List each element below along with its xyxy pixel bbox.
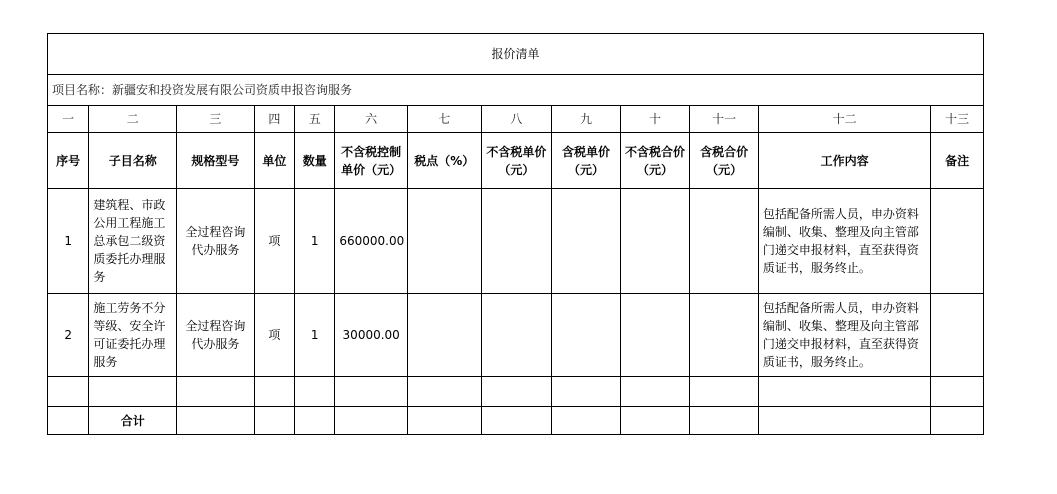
header-unit: 单位 <box>254 133 294 189</box>
cell-unit-price-inc <box>552 189 621 294</box>
blank-cell <box>335 377 408 407</box>
cell-cap-price: 660000.00 <box>335 189 408 294</box>
header-total-inc: 含税合价（元） <box>690 133 759 189</box>
cell-cap-price: 30000.00 <box>335 294 408 377</box>
header-row <box>48 133 984 189</box>
blank-cell <box>177 407 255 435</box>
cell-total-ex <box>620 189 690 294</box>
cell-spec: 全过程咨询代办服务 <box>177 189 255 294</box>
blank-cell <box>254 407 294 435</box>
column-number: 七 <box>407 106 481 133</box>
cell-name: 施工劳务不分等级、安全许可证委托办理服务 <box>89 294 177 377</box>
blank-cell <box>620 377 690 407</box>
column-number: 八 <box>481 106 552 133</box>
cell-total-inc <box>690 189 759 294</box>
blank-cell <box>481 377 552 407</box>
blank-cell <box>758 407 930 435</box>
blank-cell <box>931 377 984 407</box>
cell-remark <box>931 294 984 377</box>
blank-cell <box>931 407 984 435</box>
blank-cell <box>552 407 621 435</box>
column-number: 十一 <box>690 106 759 133</box>
blank-cell <box>690 377 759 407</box>
blank-cell <box>254 377 294 407</box>
blank-cell <box>295 407 335 435</box>
blank-cell <box>552 377 621 407</box>
cell-qty: 1 <box>295 294 335 377</box>
cell-unit-price-inc <box>552 294 621 377</box>
cell-remark <box>931 189 984 294</box>
blank-cell <box>89 377 177 407</box>
cell-unit-price-ex <box>481 294 552 377</box>
column-number: 三 <box>177 106 255 133</box>
header-unit-price-inc: 含税单价（元） <box>552 133 621 189</box>
header-tax-rate: 税点（%） <box>407 133 481 189</box>
header-unit-price-ex: 不含税单价（元） <box>481 133 552 189</box>
cell-total-ex <box>620 294 690 377</box>
column-number: 十三 <box>931 106 984 133</box>
cell-total-inc <box>690 294 759 377</box>
blank-cell <box>48 407 89 435</box>
header-spec: 规格型号 <box>177 133 255 189</box>
column-number: 四 <box>254 106 294 133</box>
cell-qty: 1 <box>295 189 335 294</box>
cell-unit-price-ex <box>481 189 552 294</box>
cell-seq: 2 <box>48 294 89 377</box>
cell-name: 建筑程、市政公用工程施工总承包二级资质委托办理服务 <box>89 189 177 294</box>
blank-cell <box>481 407 552 435</box>
project-row <box>48 75 984 106</box>
cell-seq: 1 <box>48 189 89 294</box>
blank-cell <box>690 407 759 435</box>
cell-unit: 项 <box>254 294 294 377</box>
column-number: 九 <box>552 106 621 133</box>
column-number: 十 <box>620 106 690 133</box>
cell-work: 包括配备所需人员，申办资料编制、收集、整理及向主管部门递交申报材料，直至获得资质证书，服务终止。 <box>758 294 930 377</box>
quote-table <box>47 33 984 435</box>
header-work: 工作内容 <box>758 133 930 189</box>
column-number: 二 <box>89 106 177 133</box>
cell-unit: 项 <box>254 189 294 294</box>
cell-work: 包括配备所需人员，申办资料编制、收集、整理及向主管部门递交申报材料，直至获得资质证书，服务终止。 <box>758 189 930 294</box>
blank-cell <box>407 407 481 435</box>
cell-tax-rate <box>407 189 481 294</box>
cell-spec: 全过程咨询代办服务 <box>177 294 255 377</box>
header-cap-price: 不含税控制单价（元） <box>335 133 408 189</box>
blank-cell <box>407 377 481 407</box>
blank-cell <box>48 377 89 407</box>
header-total-ex: 不含税合价（元） <box>620 133 690 189</box>
quote-sheet <box>47 33 984 435</box>
blank-cell <box>335 407 408 435</box>
title-row <box>48 34 984 75</box>
blank-row <box>48 377 984 407</box>
cell-tax-rate <box>407 294 481 377</box>
column-number: 六 <box>335 106 408 133</box>
column-number: 一 <box>48 106 89 133</box>
total-row <box>48 407 984 435</box>
blank-cell <box>177 377 255 407</box>
blank-cell <box>295 377 335 407</box>
table-row <box>48 294 984 377</box>
sheet-title: 报价清单 <box>48 34 984 75</box>
project-name: 项目名称：新疆安和投资发展有限公司资质申报咨询服务 <box>48 75 984 106</box>
column-number: 五 <box>295 106 335 133</box>
column-number: 十二 <box>758 106 930 133</box>
header-name: 子目名称 <box>89 133 177 189</box>
column-number-row <box>48 106 984 133</box>
blank-cell <box>620 407 690 435</box>
blank-cell <box>758 377 930 407</box>
table-row <box>48 189 984 294</box>
header-qty: 数量 <box>295 133 335 189</box>
total-label: 合计 <box>89 407 177 435</box>
header-remark: 备注 <box>931 133 984 189</box>
header-seq: 序号 <box>48 133 89 189</box>
